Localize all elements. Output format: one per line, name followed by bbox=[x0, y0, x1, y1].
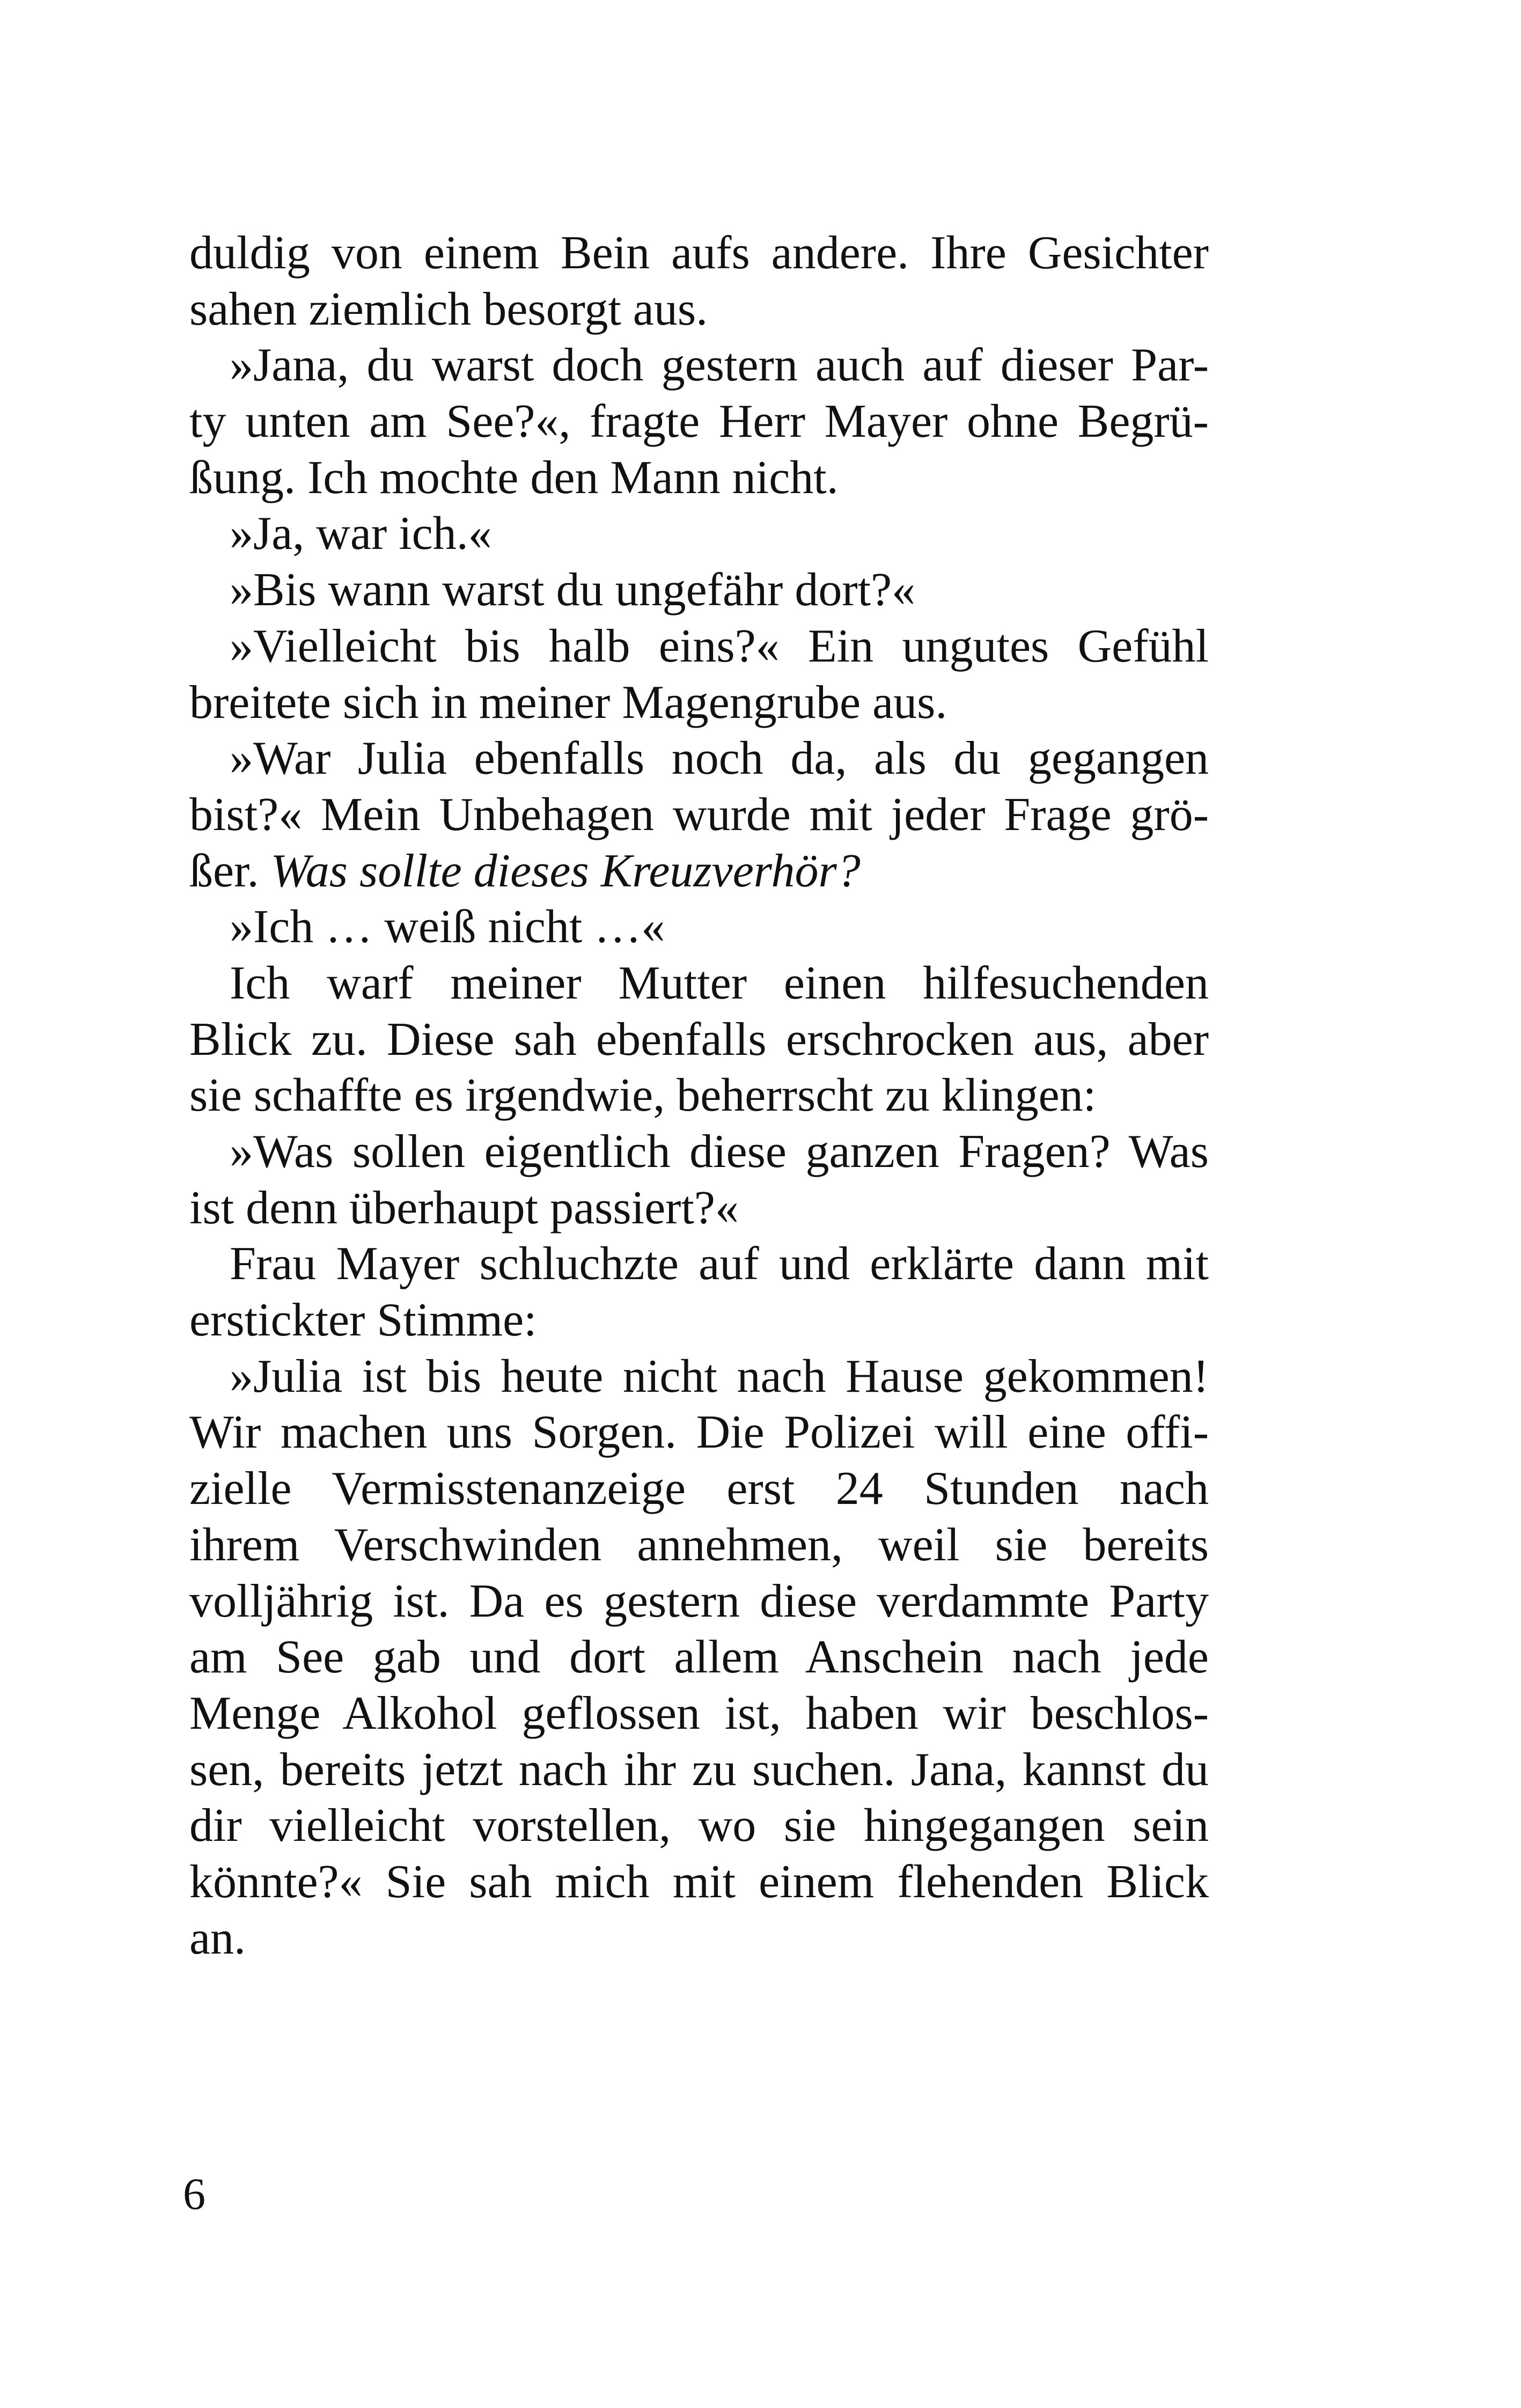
text-line: bist?« Mein Unbehagen wurde mit jeder Frage grö- bbox=[189, 788, 1209, 841]
text-line: zielle Vermisstenanzeige erst 24 Stunden nach bbox=[189, 1463, 1209, 1515]
text-line: »War Julia ebenfalls noch da, als du gegangen bbox=[230, 732, 1209, 785]
body-text bbox=[189, 225, 1209, 1966]
text-line: an. bbox=[189, 1912, 246, 1964]
page-number: 6 bbox=[183, 2169, 205, 2219]
text-line: »Was sollen eigentlich diese ganzen Fragen? Was bbox=[230, 1126, 1209, 1178]
text-line: könnte?« Sie sah mich mit einem flehenden Blick bbox=[189, 1855, 1209, 1908]
text-line: »Ich … weiß nicht …« bbox=[230, 901, 665, 953]
text-line bbox=[189, 843, 1209, 900]
text-line: ihrem Verschwinden annehmen, weil sie bereits bbox=[189, 1518, 1209, 1571]
text-line: sie schaffte es irgendwie, beherrscht zu klingen: bbox=[189, 1069, 1097, 1122]
text-line: duldig von einem Bein aufs andere. Ihre Gesichter bbox=[189, 227, 1209, 279]
text-line: ty unten am See?«, fragte Herr Mayer ohne Begrü- bbox=[189, 395, 1209, 448]
text-line: ßung. Ich mochte den Mann nicht. bbox=[189, 451, 839, 504]
text-line: »Bis wann warst du ungefähr dort?« bbox=[230, 564, 916, 616]
text-line: erstickter Stimme: bbox=[189, 1294, 537, 1347]
text-line: sahen ziemlich besorgt aus. bbox=[189, 283, 708, 335]
text-line: dir vielleicht vorstellen, wo sie hingegangen sein bbox=[189, 1800, 1209, 1852]
text-line: am See gab und dort allem Anschein nach jede bbox=[189, 1631, 1209, 1684]
text-line: Blick zu. Diese sah ebenfalls erschrocken aus, aber bbox=[189, 1013, 1209, 1066]
text-line: volljährig ist. Da es gestern diese verdammte Party bbox=[189, 1575, 1209, 1627]
text-line: »Jana, du warst doch gestern auch auf dieser Par- bbox=[230, 339, 1209, 392]
text-segment: ßer. bbox=[189, 845, 271, 897]
text-line: Wir machen uns Sorgen. Die Polizei will eine offi- bbox=[189, 1406, 1209, 1459]
text-line: »Julia ist bis heute nicht nach Hause gekommen! bbox=[230, 1350, 1209, 1403]
text-line: Frau Mayer schluchzte auf und erklärte dann mit bbox=[230, 1238, 1209, 1290]
text-line: »Ja, war ich.« bbox=[230, 508, 492, 560]
text-line: »Vielleicht bis halb eins?« Ein ungutes Gefühl bbox=[230, 620, 1209, 672]
italic-thought: Was sollte dieses Kreuzverhör? bbox=[270, 845, 861, 897]
text-line: sen, bereits jetzt nach ihr zu suchen. Jana, kannst du bbox=[189, 1743, 1209, 1796]
text-line: breitete sich in meiner Magengrube aus. bbox=[189, 676, 947, 729]
text-line: Menge Alkohol geflossen ist, haben wir beschlos- bbox=[189, 1687, 1209, 1739]
text-line: Ich warf meiner Mutter einen hilfesuchenden bbox=[230, 957, 1209, 1009]
text-line: ist denn überhaupt passiert?« bbox=[189, 1181, 739, 1234]
